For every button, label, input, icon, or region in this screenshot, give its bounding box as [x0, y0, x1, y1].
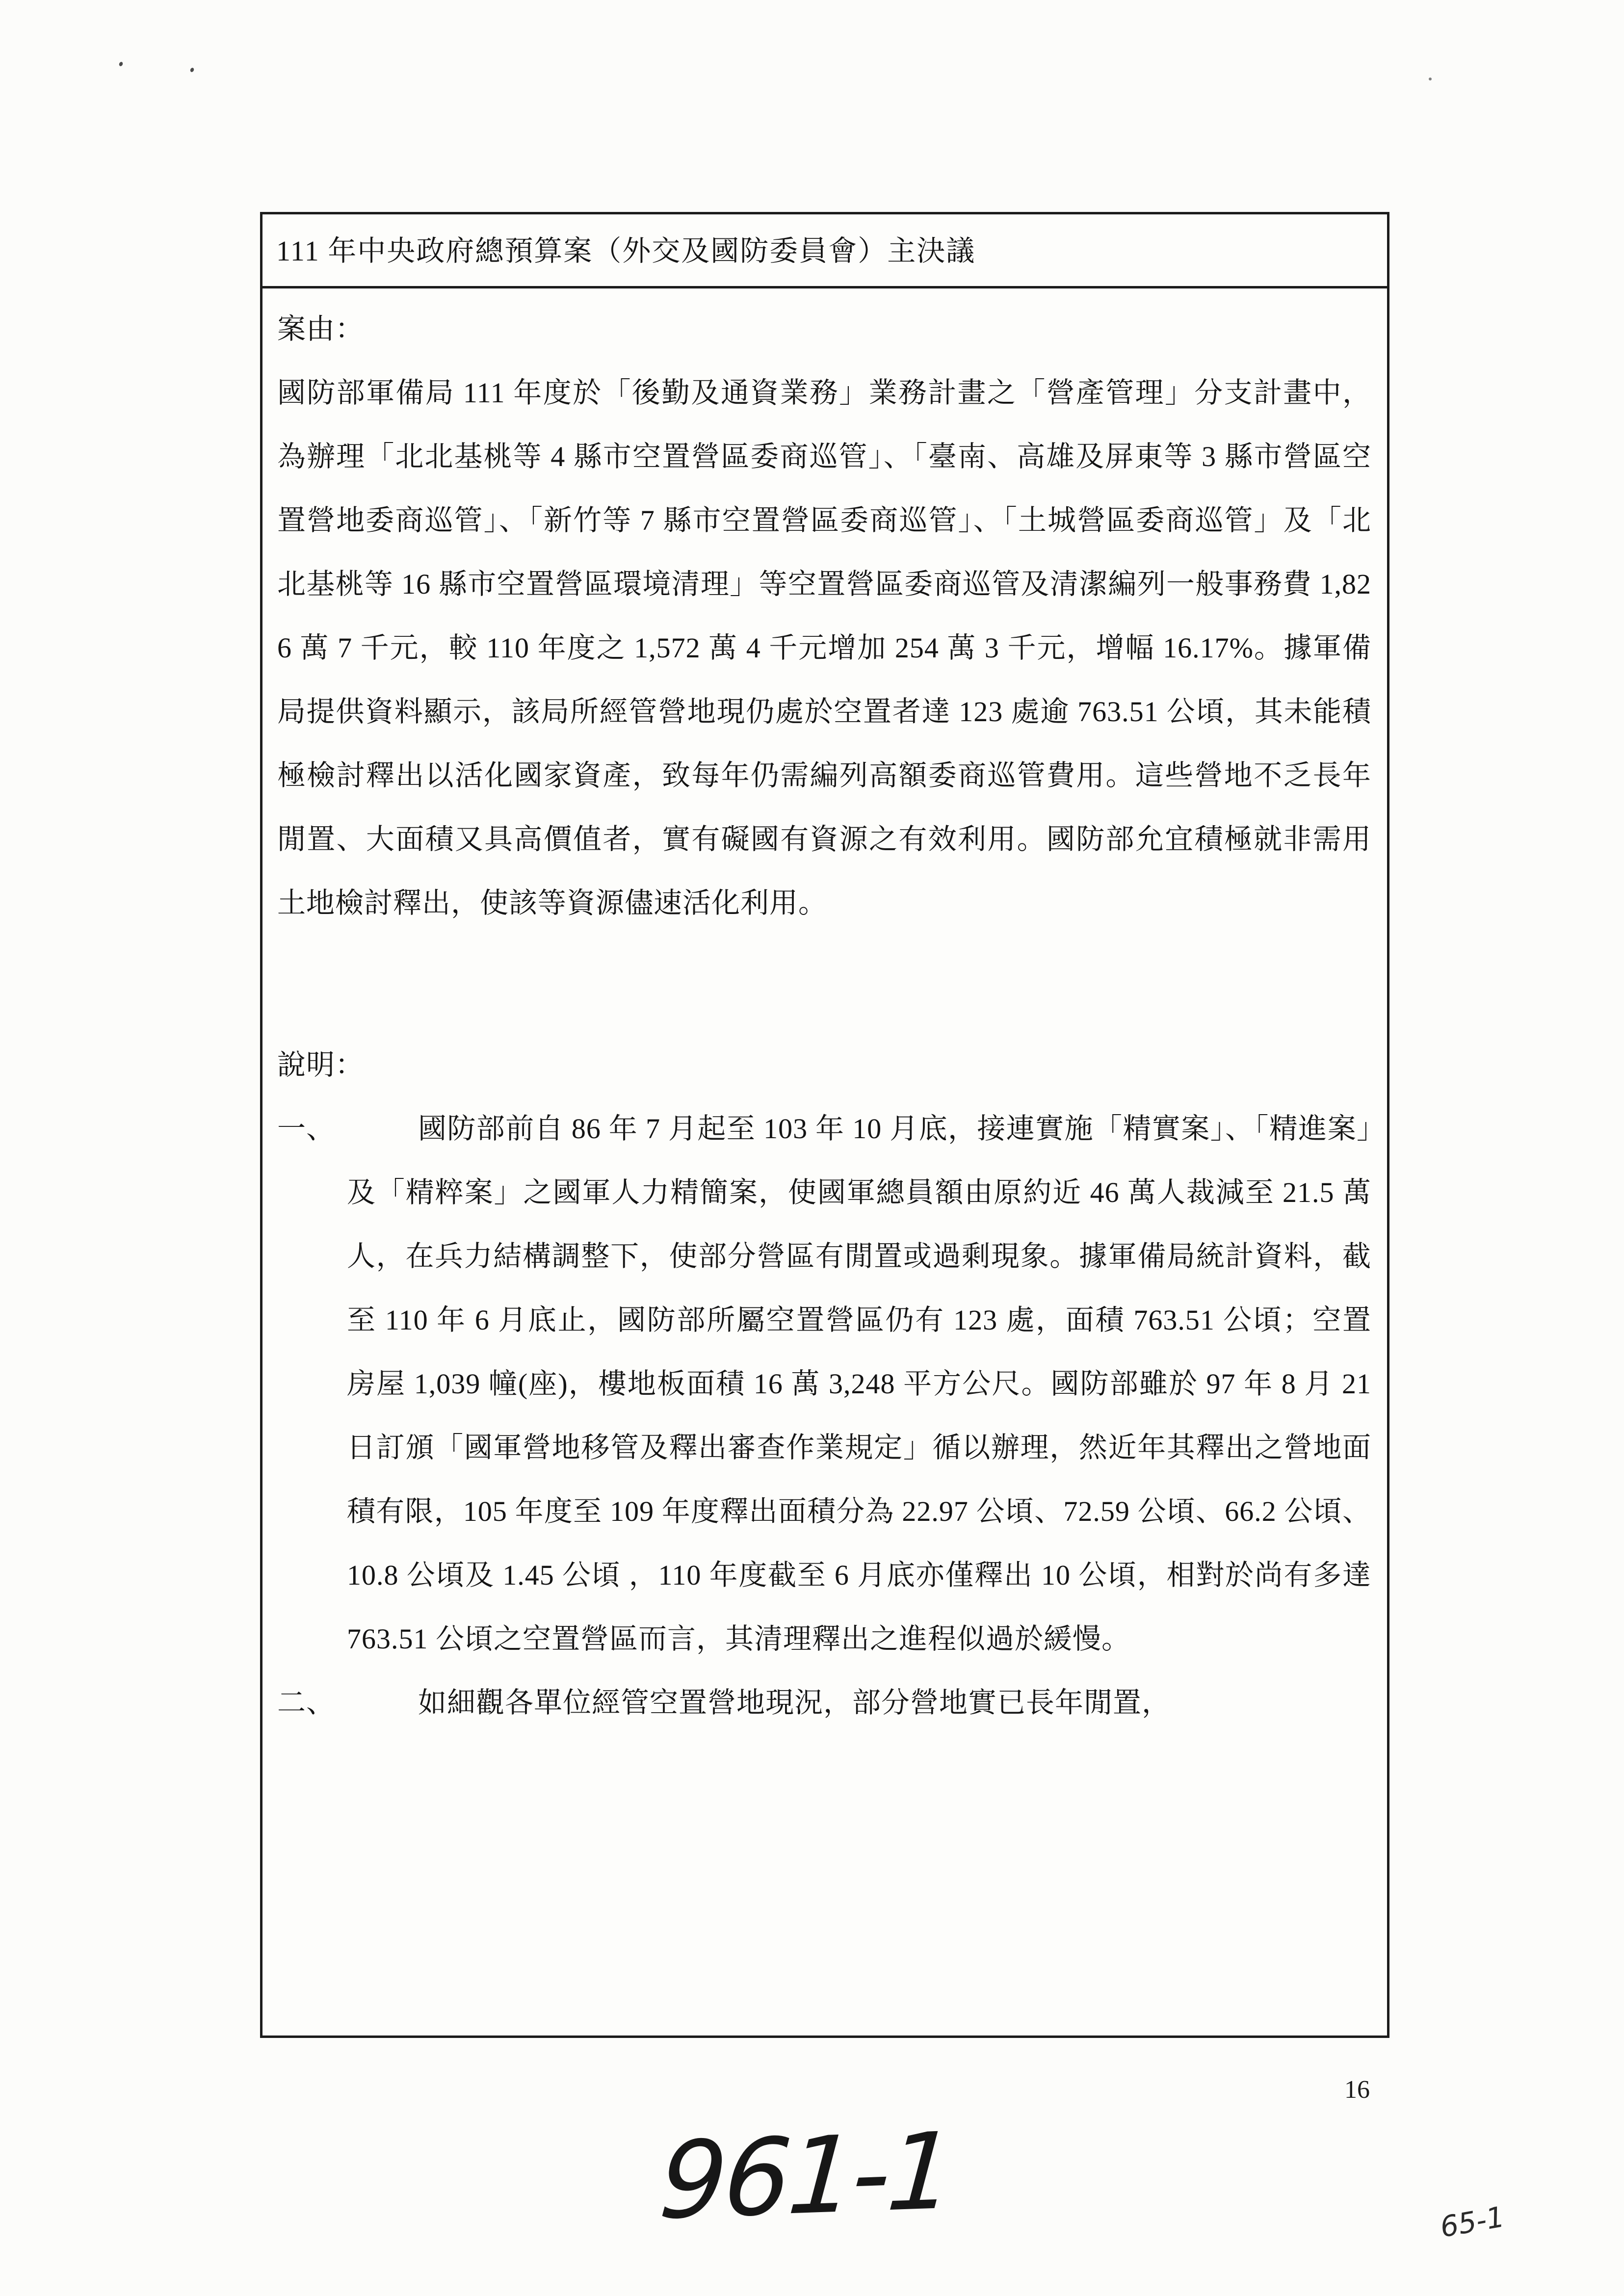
- explanation-item-1-number: 一、: [277, 1113, 336, 1145]
- explanation-section-label: 說明：: [277, 1049, 365, 1081]
- handwritten-corner-number: 65-1: [1438, 2200, 1507, 2244]
- explanation-item-1: [277, 1097, 1371, 1671]
- handwritten-docket-number: 961-1: [655, 2109, 956, 2243]
- explanation-item-2-text: 如細觀各單位經管空置營地現況，部分營地實已長年閒置，: [418, 1687, 1171, 1719]
- scan-speck: [189, 67, 194, 73]
- case-section-label: 案由：: [277, 313, 365, 345]
- explanation-item-2-number: 二、: [277, 1687, 336, 1719]
- scan-speck: [1429, 78, 1432, 80]
- document-body: [262, 288, 1387, 1735]
- case-body-paragraph: 國防部軍備局 111 年度於「後勤及通資業務」業務計畫之「營產管理」分支計畫中，為辦理「北北基桃等 4 縣市空置營區委商巡管」、「臺南、高雄及屏東等 3 縣市營區空置營地委商巡管」、「新竹等 7 縣市空置營區委商巡管」、「土城營區委商巡管」及「北北基桃等 16 縣市空置營區環境清理」等空置營區委商巡管及清潔編列一般事務費 1,826 萬 7 千元，較 110 年度之 1,572 萬 4 千元增加 254 萬 3 千元，增幅 16.17%。據軍備局提供資料顯示，該局所經管營地現仍處於空置者達 123 處逾 763.51 公頃，其未能積極檢討釋出以活化國家資產，致每年仍需編列高額委商巡管費用。這些營地不乏長年閒置、大面積又具高價值者，實有礙國有資源之有效利用。國防部允宜積極就非需用土地檢討釋出，使該等資源儘速活化利用。: [277, 377, 1371, 919]
- scan-speck: [118, 61, 123, 67]
- explanation-item-2: [277, 1671, 1371, 1735]
- explanation-item-1-text: 國防部前自 86 年 7 月起至 103 年 10 月底，接連實施「精實案」、「精進案」及「精粹案」之國軍人力精簡案，使國軍總員額由原約近 46 萬人裁減至 21.5 萬人，在兵力結構調整下，使部分營區有閒置或過剩現象。據軍備局統計資料，截至 110 年 6 月底止，國防部所屬空置營區仍有 123 處，面積 763.51 公頃；空置房屋 1,039 幢(座)，樓地板面積 16 萬 3,248 平方公尺。國防部雖於 97 年 8 月 21 日訂頒「國軍營地移管及釋出審查作業規定」循以辦理，然近年其釋出之營地面積有限，105 年度至 109 年度釋出面積分為 22.97 公頃、72.59 公頃、66.2 公頃、10.8 公頃及 1.45 公頃 ，110 年度截至 6 月底亦僅釋出 10 公頃，相對於尚有多達 763.51 公頃之空置營區而言，其清理釋出之進程似過於緩慢。: [347, 1113, 1371, 1655]
- document-title: 111 年中央政府總預算案（外交及國防委員會）主決議: [262, 214, 1387, 288]
- document-border-box: [260, 212, 1389, 2038]
- page-number: 16: [1344, 2076, 1370, 2104]
